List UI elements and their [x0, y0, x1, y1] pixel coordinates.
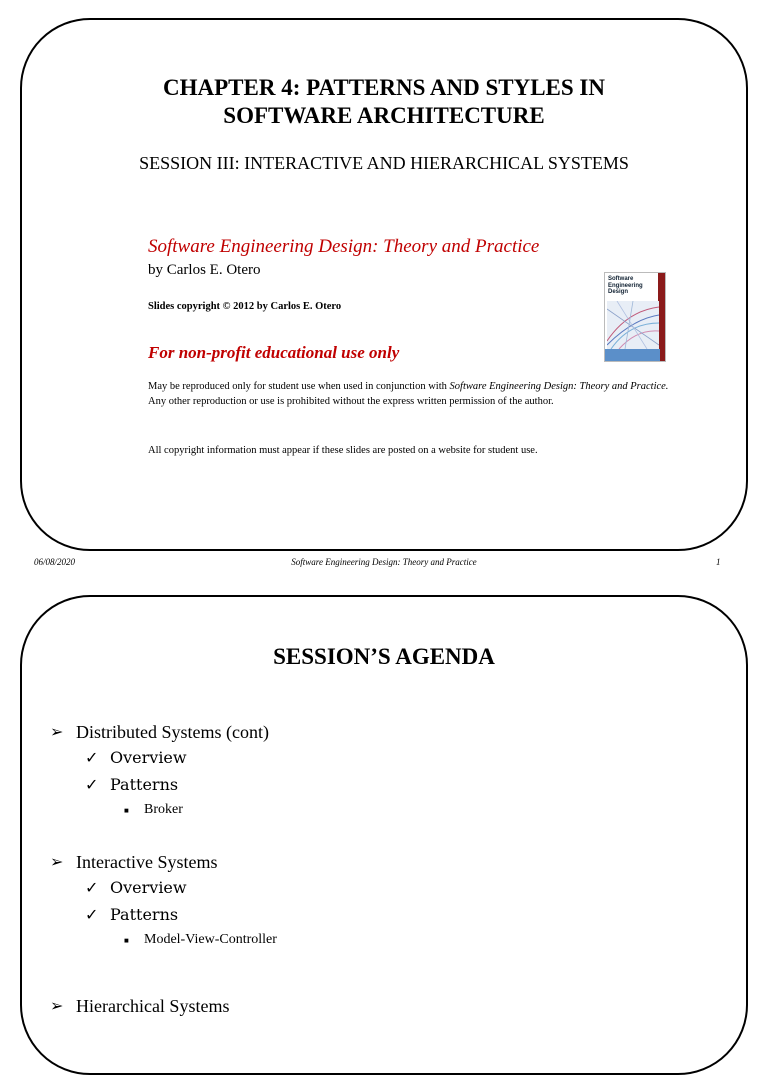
footer-page-number: 1	[716, 557, 721, 567]
title-slide	[20, 18, 748, 551]
checkmark-icon: ✓	[85, 775, 99, 794]
copyright-line: Slides copyright © 2012 by Carlos E. Otero	[148, 301, 342, 312]
footer-date: 06/08/2020	[34, 557, 76, 567]
agenda-subitem-overview	[48, 878, 728, 905]
arrow-bullet-icon: ➢	[50, 724, 64, 741]
agenda-pattern-label: Model-View-Controller	[144, 932, 277, 947]
agenda-item-hierarchical	[48, 996, 728, 1022]
arrow-bullet-icon: ➢	[50, 998, 64, 1015]
website-notice: All copyright information must appear if these slides are posted on a website for student use.	[148, 445, 538, 456]
book-title: Software Engineering Design: Theory and Practice	[148, 236, 540, 257]
agenda-subitem-label: Overview	[110, 748, 187, 767]
book-cover-author-bar	[605, 349, 660, 361]
reproduction-notice	[148, 379, 678, 409]
square-bullet-icon: ■	[124, 936, 129, 945]
reproduction-notice-end: Any other reproduction or use is prohibited without the express written permission of the author.	[148, 396, 554, 407]
book-cover-title-line2: Engineering	[608, 282, 643, 289]
agenda-subitem-patterns	[48, 905, 728, 932]
agenda-pattern-mvc	[48, 932, 728, 956]
chapter-title-line2: SOFTWARE ARCHITECTURE	[223, 103, 545, 128]
agenda-slide	[20, 595, 748, 1075]
nonprofit-notice: For non-profit educational use only	[148, 343, 400, 362]
agenda-subitem-overview	[48, 748, 728, 775]
agenda-pattern-broker	[48, 802, 728, 826]
agenda-subitem-label: Patterns	[110, 905, 179, 924]
square-bullet-icon: ■	[124, 806, 129, 815]
agenda-item-distributed	[48, 722, 728, 748]
chapter-title-line1: CHAPTER 4: PATTERNS AND STYLES IN	[163, 75, 605, 100]
agenda-pattern-label: Broker	[144, 802, 183, 817]
agenda-subitem-label: Overview	[110, 878, 187, 897]
checkmark-icon: ✓	[85, 748, 99, 767]
agenda-item-interactive	[48, 852, 728, 878]
agenda-list	[48, 722, 728, 1022]
agenda-item-label: Hierarchical Systems	[76, 996, 230, 1016]
book-cover-title-line3: Design	[608, 289, 629, 295]
checkmark-icon: ✓	[85, 878, 99, 897]
book-cover-image	[604, 272, 666, 362]
arrow-bullet-icon: ➢	[50, 854, 64, 871]
checkmark-icon: ✓	[85, 905, 99, 924]
agenda-subitem-patterns	[48, 775, 728, 802]
reproduction-notice-book: Software Engineering Design: Theory and Practice.	[449, 381, 669, 392]
agenda-subitem-label: Patterns	[110, 775, 179, 794]
book-cover-stripe	[658, 273, 665, 361]
chapter-title	[22, 74, 746, 130]
book-cover-title-line1: Software	[608, 276, 634, 282]
reproduction-notice-start: May be reproduced only for student use when used in conjunction with	[148, 381, 450, 392]
author-line: by Carlos E. Otero	[148, 262, 261, 278]
agenda-item-label: Distributed Systems (cont)	[76, 722, 269, 742]
footer-book-title: Software Engineering Design: Theory and Practice	[291, 557, 477, 567]
agenda-title: SESSION’S AGENDA	[273, 644, 495, 669]
agenda-item-label: Interactive Systems	[76, 852, 218, 872]
session-subtitle: SESSION III: INTERACTIVE AND HIERARCHICAL SYSTEMS	[139, 153, 629, 173]
book-cover-art	[607, 301, 659, 349]
book-cover-title	[608, 276, 643, 296]
